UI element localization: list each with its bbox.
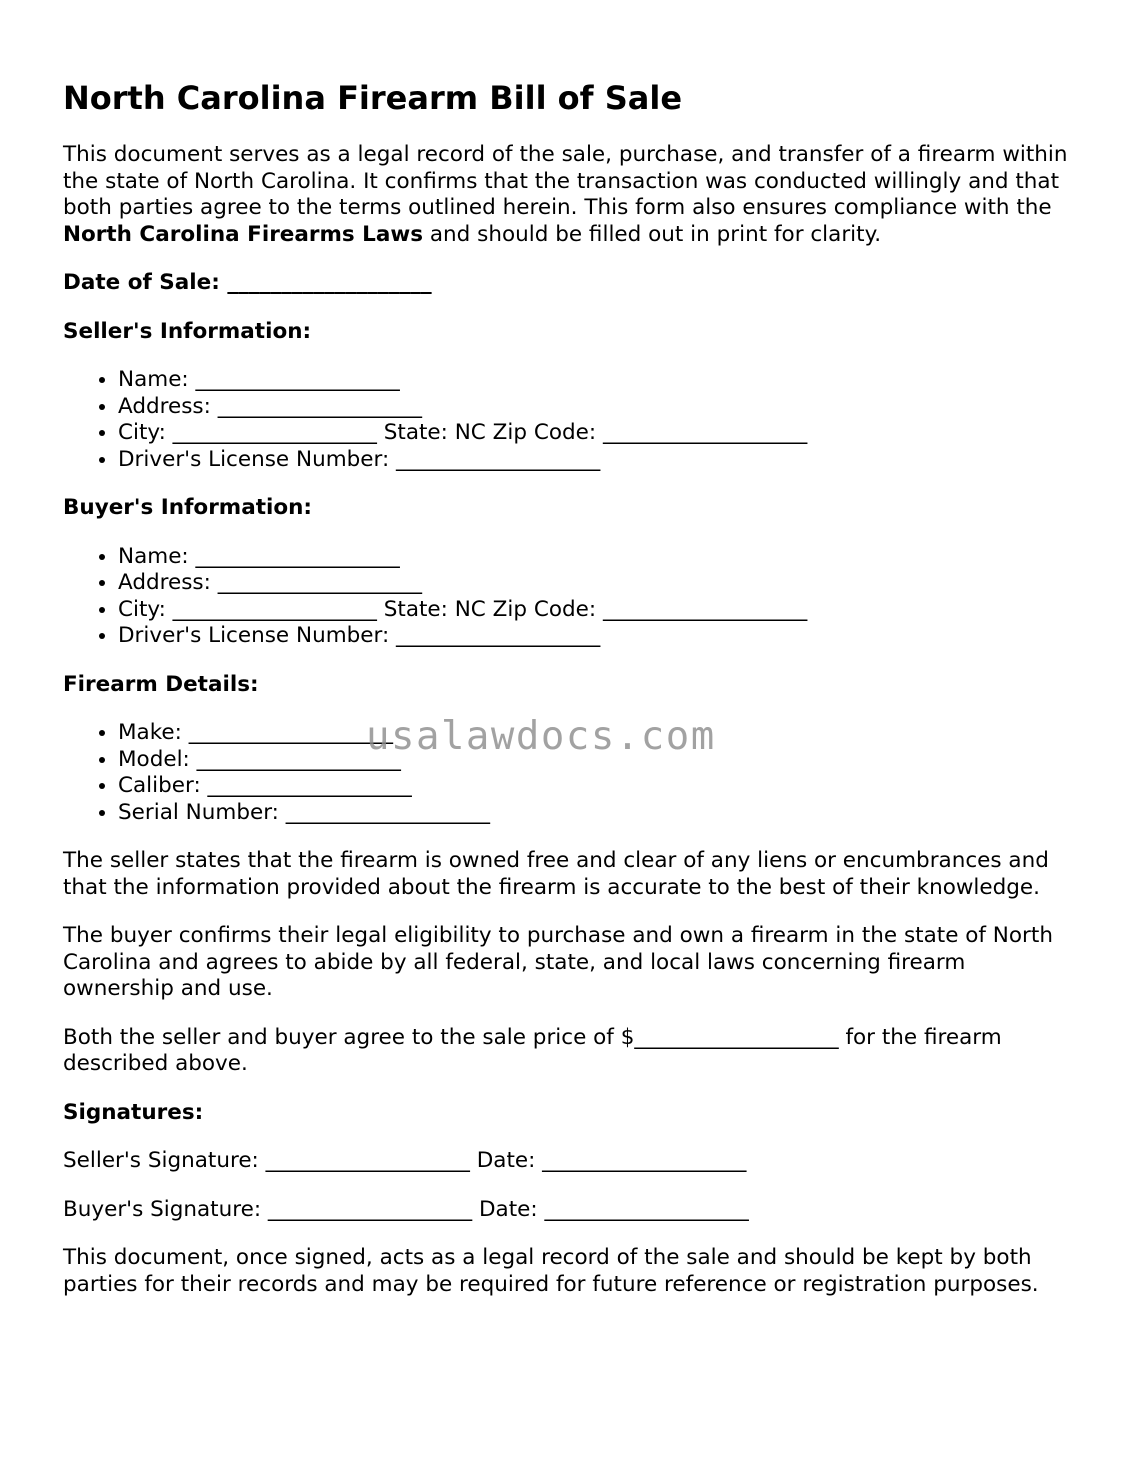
- closing-paragraph: This document, once signed, acts as a legal record of the sale and should be kept by both parties for their records and may be required for future reference or registration purposes.: [63, 1245, 1039, 1297]
- firearm-caliber-item: • Caliber: ___________________: [118, 773, 1073, 800]
- buyer-city-state-zip-item: • City: ___________________ State: NC Zip Code: ___________________: [118, 597, 1073, 624]
- firearm-heading: Firearm Details:: [63, 671, 259, 697]
- buyer-name-item: • Name: ___________________: [118, 544, 1073, 571]
- firearm-model-item: • Model: ___________________: [118, 747, 1073, 774]
- date-of-sale-line: [63, 270, 1073, 297]
- buyer-address-item: • Address: ___________________: [118, 570, 1073, 597]
- seller-statement: The seller states that the firearm is owned free and clear of any liens or encumbrances and that the information provided about the firearm is accurate to the best of their knowledge.: [63, 848, 1049, 900]
- buyer-info-list: [63, 544, 1073, 650]
- seller-license-item: • Driver's License Number: ___________________: [118, 447, 1073, 474]
- seller-address-item: • Address: ___________________: [118, 394, 1073, 421]
- intro-text-before: This document serves as a legal record of the sale, purchase, and transfer of a firearm within the state of North Carolina. It confirms that the transaction was conducted willingly and that both parties agree to the terms outlined herein. This form also ensures compliance with the: [63, 142, 1068, 220]
- firearm-serial-item: • Serial Number: ___________________: [118, 800, 1073, 827]
- seller-name-item: • Name: ___________________: [118, 367, 1073, 394]
- document-title: North Carolina Firearm Bill of Sale: [63, 79, 683, 117]
- intro-bold-laws: North Carolina Firearms Laws: [63, 221, 424, 247]
- buyer-signature-line: Buyer's Signature: ___________________ Date: ___________________: [63, 1196, 749, 1222]
- seller-signature-line: Seller's Signature: ___________________ Date: ___________________: [63, 1148, 747, 1173]
- buyer-license-item: • Driver's License Number: ___________________: [118, 623, 1073, 650]
- intro-paragraph: [63, 142, 1073, 248]
- date-of-sale-label: Date of Sale:: [63, 270, 220, 295]
- seller-info-list: [63, 367, 1073, 473]
- date-of-sale-blank: ___________________: [227, 270, 432, 295]
- seller-heading: Seller's Information:: [63, 318, 312, 344]
- firearm-make-item: • Make: ___________________: [118, 720, 1073, 747]
- document-page: [63, 74, 1073, 1320]
- buyer-heading: Buyer's Information:: [63, 495, 313, 520]
- signatures-heading: Signatures:: [63, 1099, 204, 1125]
- watermark: usalawdocs.com: [366, 714, 716, 759]
- seller-city-state-zip-item: • City: ___________________ State: NC Zip Code: ___________________: [118, 420, 1073, 447]
- price-statement: Both the seller and buyer agree to the sale price of $___________________ for the firearm described above.: [63, 1024, 1002, 1076]
- intro-text-after: and should be filled out in print for clarity.: [423, 221, 882, 247]
- firearm-details-list: [63, 720, 1073, 826]
- buyer-statement: The buyer confirms their legal eligibility to purchase and own a firearm in the state of North Carolina and agrees to abide by all federal, state, and local laws concerning firearm ownership and use.: [63, 923, 1053, 1001]
